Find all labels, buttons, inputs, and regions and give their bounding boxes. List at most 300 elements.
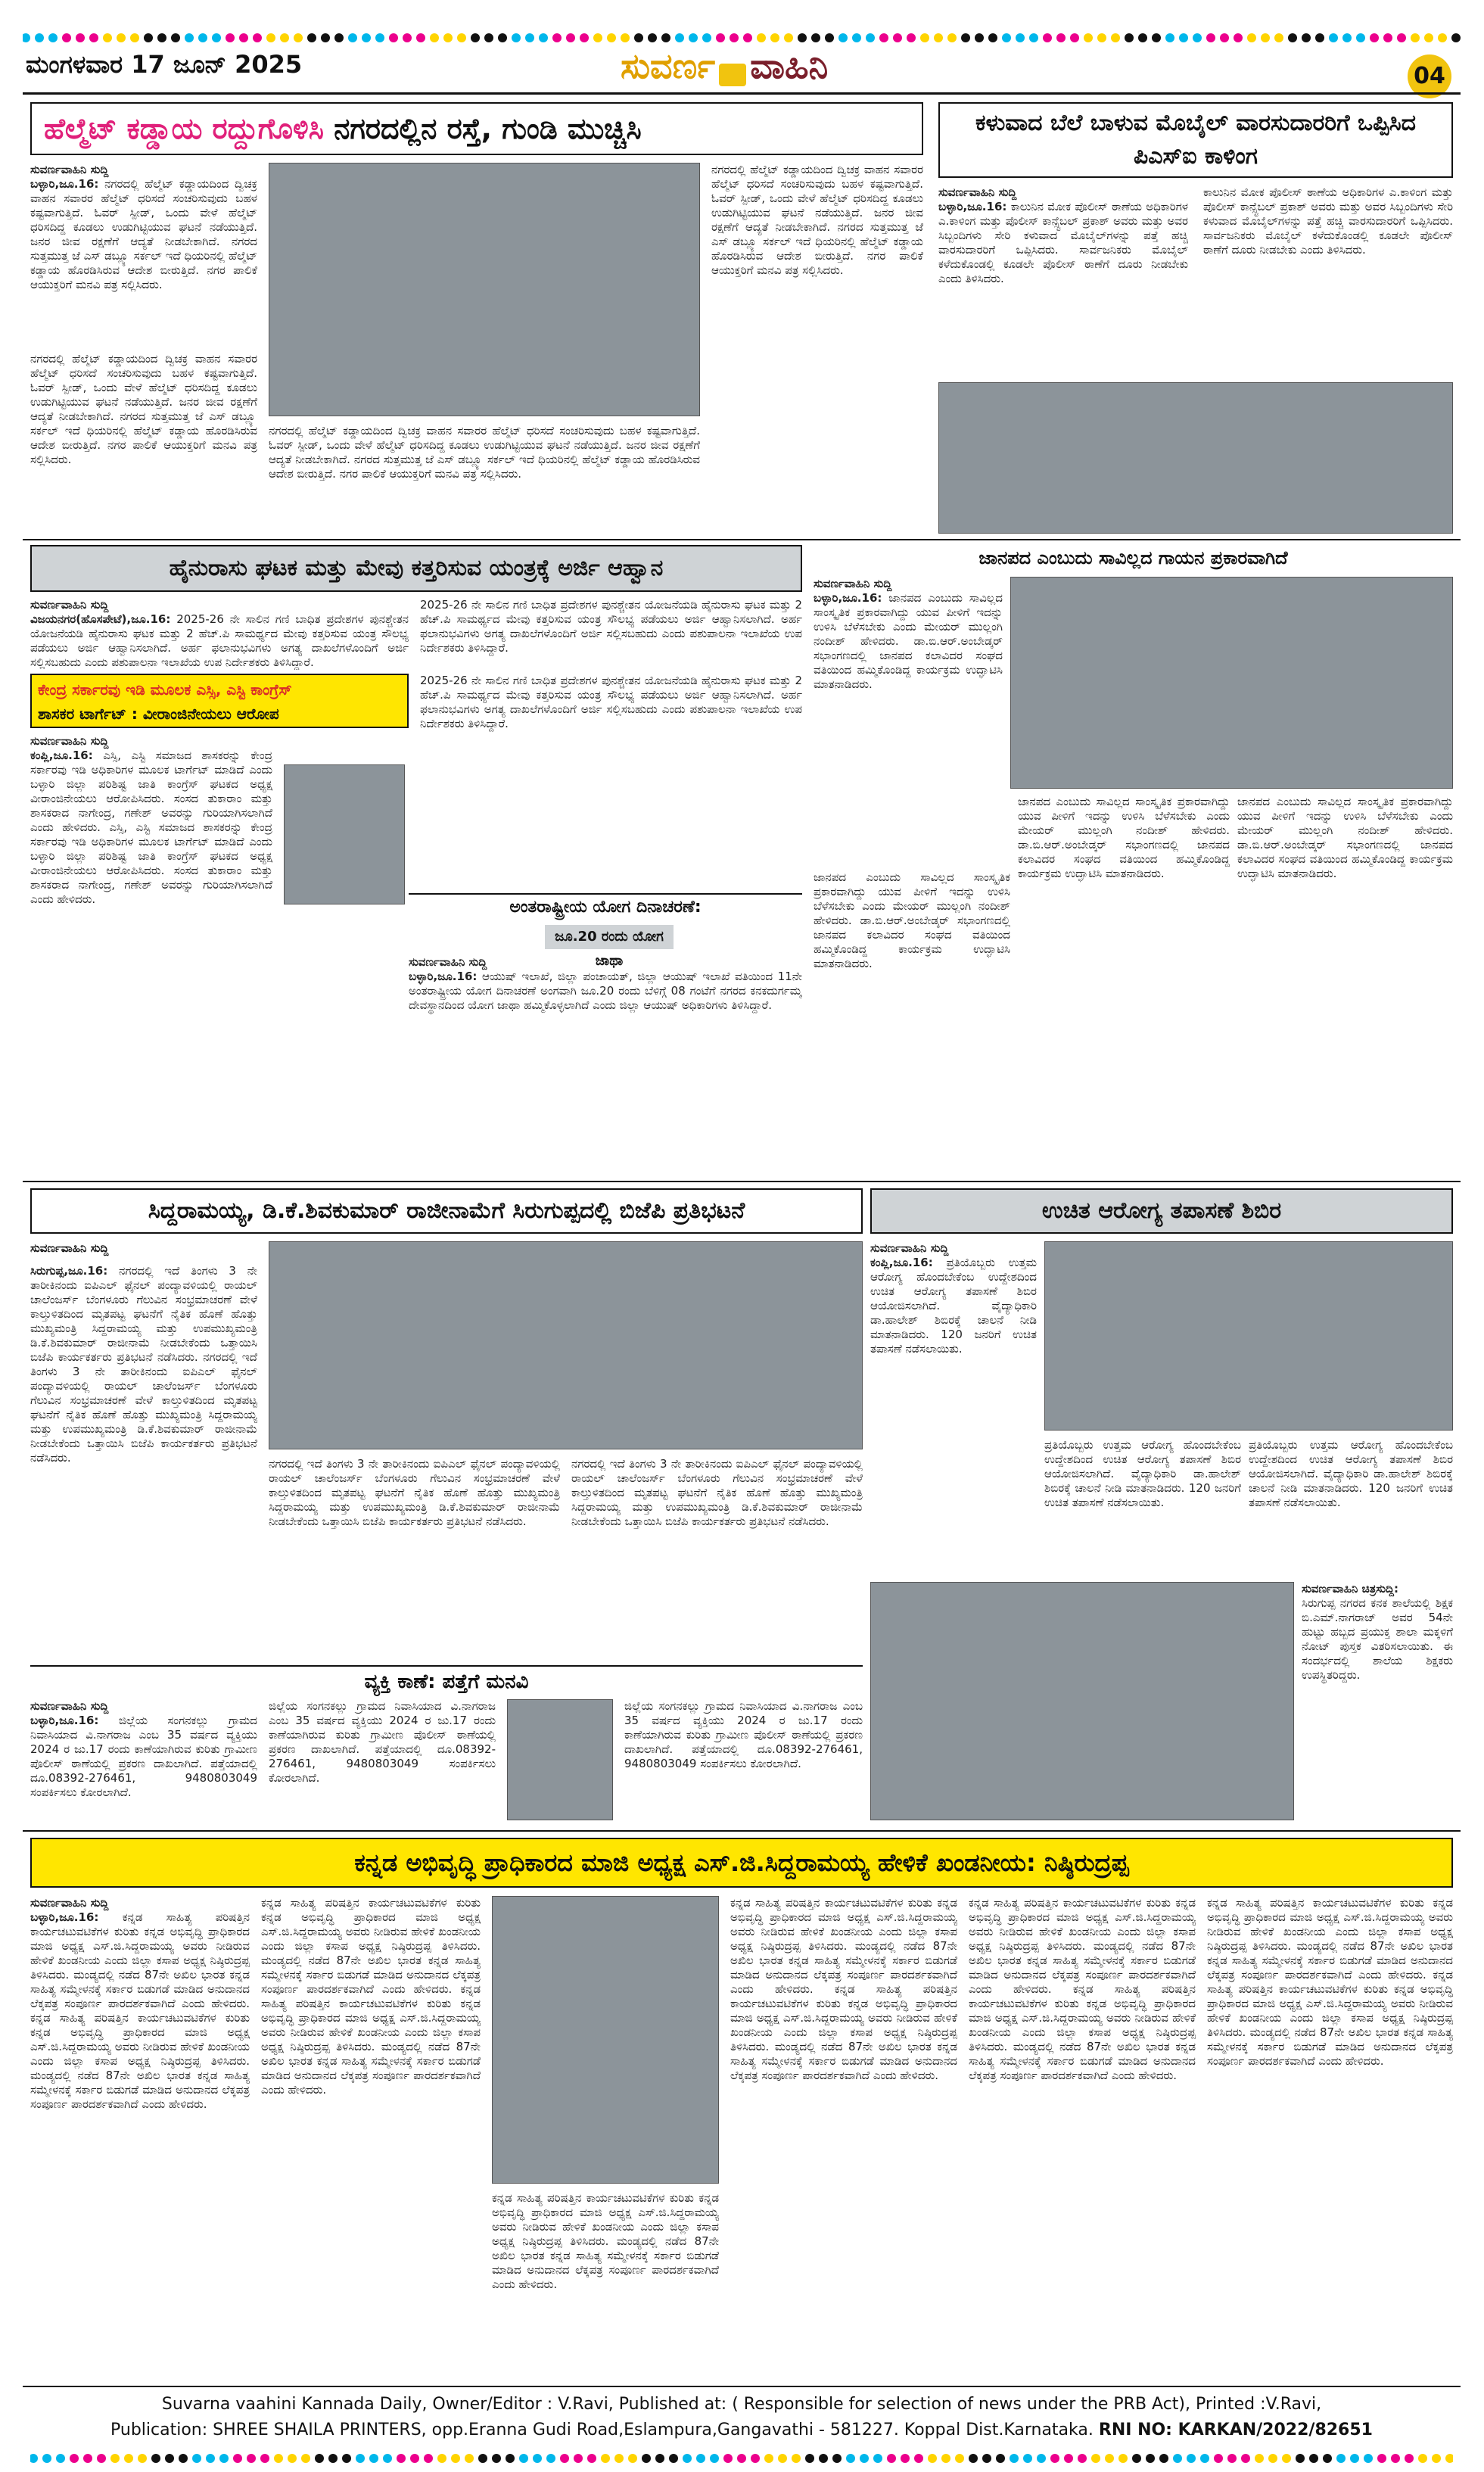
registration-dot <box>1432 2454 1441 2463</box>
registration-dot <box>607 33 616 42</box>
folk-col-4 <box>1237 795 1453 1173</box>
registration-dot <box>1097 33 1106 42</box>
kannada-body-cont-6: ಕನ್ನಡ ಸಾಹಿತ್ಯ ಪರಿಷತ್ತಿನ ಕಾರ್ಯಚಟುವಟಿಕೆಗಳ ಕುರಿತು ಕನ್ನಡ ಅಭಿವೃದ್ಧಿ ಪ್ರಾಧಿಕಾರದ ಮಾಜಿ ಅಧ್ಯಕ್ಷ ಎಸ್.ಜಿ.ಸಿದ್ದರಾಮಯ್ಯ ಅವರು ನೀಡಿರುವ ಹೇಳಿಕೆ ಖಂಡನೀಯ ಎಂದು ಜಿಲ್ಲಾ ಕಸಾಪ ಅಧ್ಯಕ್ಷ ನಿಷ್ಠಿರುದ್ರಪ್ಪ ತಿಳಿಸಿದರು. ಮಂಡ್ಯದಲ್ಲಿ ನಡೆದ 87ನೇ ಅಖಿಲ ಭಾರತ ಕನ್ನಡ ಸಾಹಿತ್ಯ ಸಮ್ಮೇಳನಕ್ಕೆ ಸರ್ಕಾರ ಬಿಡುಗಡೆ ಮಾಡಿದ ಅನುದಾನದ ಲೆಕ್ಕಪತ್ರ ಸಂಪೂರ್ಣ ಪಾರದರ್ಶಕವಾಗಿದೆ ಎಂದು ಹೇಳಿದರು. <box>730 1982 957 2082</box>
registration-dot <box>430 33 439 42</box>
registration-dot <box>294 33 303 42</box>
registration-dot <box>1356 33 1365 42</box>
kannada-headline: ಕನ್ನಡ ಅಭಿವೃದ್ಧಿ ಪ್ರಾಧಿಕಾರದ ಮಾಜಿ ಅಧ್ಯಕ್ಷ ಎಸ್.ಜಿ.ಸಿದ್ದರಾಮಯ್ಯ ಹೇಳಿಕೆ ಖಂಡನೀಯ: ನಿಷ್ಠಿರುದ್ರಪ್ಪ <box>30 1838 1453 1888</box>
missing-col-1 <box>30 1699 257 1820</box>
health-dateline: ಕಂಪ್ಲಿ,ಜೂ.16: <box>870 1256 933 1269</box>
registration-dot <box>1200 2454 1209 2463</box>
registration-dot <box>512 33 521 42</box>
registration-dot <box>996 2454 1005 2463</box>
dairy-dateline: ವಿಜಯನಗರ(ಹೊಸಪೇಟೆ),ಜೂ.16: <box>30 612 171 626</box>
health-col-1 <box>870 1241 1037 1491</box>
registration-dot <box>819 2454 828 2463</box>
registration-dot <box>389 33 398 42</box>
registration-dot <box>62 33 71 42</box>
registration-dot <box>893 33 902 42</box>
congress-headline-1: ಕೇಂದ್ರ ಸರ್ಕಾರವು ಇಡಿ ಮೂಲಕ ಎಸ್ಸಿ, ಎಸ್ಟಿ ಕಾಂಗ್ರೆಸ್ <box>38 680 292 699</box>
health-col-3 <box>1249 1438 1453 1574</box>
bjp-body-cont-3: ನಗರದಲ್ಲಿ ಇದೆ ತಿಂಗಳು 3 ನೇ ತಾರೀಕಿನಂದು ಐಪಿಎಲ್ ಫೈನಲ್ ಪಂದ್ಯಾವಳಿಯಲ್ಲಿ ರಾಯಲ್ ಚಾಲೆಂಜರ್ಸ್ ಬೆಂಗಳೂರು ಗೆಲುವಿನ ಸಂಭ್ರಮಾಚರಣೆ ವೇಳೆ ಕಾಲ್ತುಳಿತದಿಂದ ಮೃತಪಟ್ಟ ಘಟನೆಗೆ ನೈತಿಕ ಹೊಣೆ ಹೊತ್ತು ಮುಖ್ಯಮಂತ್ರಿ ಸಿದ್ದರಾಮಯ್ಯ ಮತ್ತು ಉಪಮುಖ್ಯಮಂತ್ರಿ ಡಿ.ಕೆ.ಶಿವಕುಮಾರ್ ರಾಜೀನಾಮೆ ನೀಡಬೇಕೆಂದು ಒತ್ತಾಯಿಸಿ ಬಿಜೆಪಿ ಕಾರ್ಯಕರ್ತರು ಪ್ರತಿಭಟನೆ ನಡೆಸಿದರು. <box>571 1457 863 1528</box>
congress-headline <box>30 674 409 728</box>
congress-headline-2: ಶಾಸಕರ ಟಾರ್ಗೆಟ್ : ವೀರಾಂಜಿನೇಯಲು ಆರೋಪ <box>38 705 279 723</box>
registration-dot <box>743 33 752 42</box>
registration-dot <box>947 33 957 42</box>
kannada-col-2 <box>261 1896 481 2380</box>
dairy-body-cont: 2025-26 ನೇ ಸಾಲಿನ ಗಣಿ ಬಾಧಿತ ಪ್ರದೇಶಗಳ ಪುನಶ್ಚೇತನ ಯೋಜನೆಯಡಿ ಹೈನುರಾಸು ಘಟಕ ಮತ್ತು 2 ಹೆಚ್.ಪಿ ಸಾಮರ್ಥ್ಯದ ಮೇವು ಕತ್ತರಿಸುವ ಯಂತ್ರ ಸೌಲಭ್ಯ ಪಡೆಯಲು ಅರ್ಜಿ ಆಹ್ವಾನಿಸಲಾಗಿದೆ. ಅರ್ಹ ಫಲಾನುಭವಿಗಳು ಅಗತ್ಯ ದಾಖಲೆಗಳೊಂದಿಗೆ ಅರ್ಜಿ ಸಲ್ಲಿಸಬಹುದು ಎಂದು ಪಶುಪಾಲನಾ ಇಲಾಖೆಯ ಉಪ ನಿರ್ದೇಶಕರು ತಿಳಿಸಿದ್ದಾರೆ. <box>420 598 802 655</box>
registration-dot <box>1056 33 1066 42</box>
registration-dot <box>669 2454 678 2463</box>
registration-dot <box>873 2454 882 2463</box>
kannada-col-1 <box>30 1896 250 2380</box>
registration-dot <box>1070 33 1079 42</box>
helmet-headline-red: ಹೆಲ್ಮೆಟ್ ಕಡ್ಡಾಯ ರದ್ದುಗೊಳಿಸಿ <box>44 112 324 145</box>
missing-body: ಜಿಲ್ಲೆಯ ಸಂಗನಕಲ್ಲು ಗ್ರಾಮದ ನಿವಾಸಿಯಾದ ವಿ.ನಾಗರಾಜ ಎಂಬ 35 ವರ್ಷದ ವ್ಯಕ್ತಿಯು 2024 ರ ಜು.17 ರಂದು ಕಾಣೆಯಾಗಿರುವ ಕುರಿತು ಗ್ರಾಮೀಣ ಪೊಲೀಸ್ ಠಾಣೆಯಲ್ಲಿ ಪ್ರಕರಣ ದಾಖಲಾಗಿದೆ. ಪತ್ತೆಯಾದಲ್ಲಿ ದೂ.08392-276461, 9480803049 ಸಂಪರ್ಕಿಸಲು ಕೋರಲಾಗಿದೆ. <box>30 1714 257 1799</box>
header-rule <box>23 92 1461 95</box>
registration-dot <box>1241 2454 1250 2463</box>
kannada-body-cont-9: ಕನ್ನಡ ಸಾಹಿತ್ಯ ಪರಿಷತ್ತಿನ ಕಾರ್ಯಚಟುವಟಿಕೆಗಳ ಕುರಿತು ಕನ್ನಡ ಅಭಿವೃದ್ಧಿ ಪ್ರಾಧಿಕಾರದ ಮಾಜಿ ಅಧ್ಯಕ್ಷ ಎಸ್.ಜಿ.ಸಿದ್ದರಾಮಯ್ಯ ಅವರು ನೀಡಿರುವ ಹೇಳಿಕೆ ಖಂಡನೀಯ ಎಂದು ಜಿಲ್ಲಾ ಕಸಾಪ ಅಧ್ಯಕ್ಷ ನಿಷ್ಠಿರುದ್ರಪ್ಪ ತಿಳಿಸಿದರು. ಮಂಡ್ಯದಲ್ಲಿ ನಡೆದ 87ನೇ ಅಖಿಲ ಭಾರತ ಕನ್ನಡ ಸಾಹಿತ್ಯ ಸಮ್ಮೇಳನಕ್ಕೆ ಸರ್ಕಾರ ಬಿಡುಗಡೆ ಮಾಡಿದ ಅನುದಾನದ ಲೆಕ್ಕಪತ್ರ ಸಂಪೂರ್ಣ ಪಾರದರ್ಶಕವಾಗಿದೆ ಎಂದು ಹೇಳಿದರು. <box>1207 1896 1453 1982</box>
registration-dot <box>117 33 126 42</box>
health-byline: ಸುವರ್ಣವಾಹಿನಿ ಸುದ್ದಿ <box>870 1241 949 1255</box>
registration-dot <box>655 2454 664 2463</box>
mobile-col-1 <box>938 185 1188 375</box>
registration-dot <box>1043 33 1052 42</box>
footer-rule <box>23 2386 1461 2387</box>
registration-dot <box>1206 33 1215 42</box>
masthead <box>621 45 938 91</box>
registration-dot <box>798 33 807 42</box>
registration-dot <box>198 33 207 42</box>
registration-dot <box>206 2454 215 2463</box>
yoga-body-wrap <box>409 955 802 1175</box>
dairy-col-1 <box>30 598 409 670</box>
registration-dot <box>30 2454 38 2463</box>
missing-person-photo <box>507 1699 613 1820</box>
missing-body-cont: ಜಿಲ್ಲೆಯ ಸಂಗನಕಲ್ಲು ಗ್ರಾಮದ ನಿವಾಸಿಯಾದ ವಿ.ನಾಗರಾಜ ಎಂಬ 35 ವರ್ಷದ ವ್ಯಕ್ತಿಯು 2024 ರ ಜು.17 ರಂದು ಕಾಣೆಯಾಗಿರುವ ಕುರಿತು ಗ್ರಾಮೀಣ ಪೊಲೀಸ್ ಠಾಣೆಯಲ್ಲಿ ಪ್ರಕರಣ ದಾಖಲಾಗಿದೆ. ಪತ್ತೆಯಾದಲ್ಲಿ ದೂ.08392-276461, 9480803049 ಸಂಪರ್ಕಿಸಲು ಕೋರಲಾಗಿದೆ. <box>269 1699 496 1785</box>
congress-body: ಎಸ್ಸಿ, ಎಸ್ಟಿ ಸಮಾಜದ ಶಾಸಕರನ್ನು ಕೇಂದ್ರ ಸರ್ಕಾರವು ಇಡಿ ಅಧಿಕಾರಿಗಳ ಮೂಲಕ ಟಾರ್ಗೆಟ್ ಮಾಡಿದೆ ಎಂದು ಬಳ್ಳಾರಿ ಜಿಲ್ಲಾ ಪರಿಶಿಷ್ಟ ಜಾತಿ ಕಾಂಗ್ರೆಸ್ ಘಟಕದ ಅಧ್ಯಕ್ಷ ವೀರಾಂಜಿನೇಯಲು ಆರೋಪಿಸಿದರು. ಸಂಸದ ತುಕಾರಾಂ ಮತ್ತು ಶಾಸಕರಾದ ನಾಗೇಂದ್ರ, ಗಣೇಶ್ ಅವರನ್ನು ಗುರಿಯಾಗಿಸಲಾಗಿದೆ ಎಂದು ಹೇಳಿದರು. <box>30 749 272 834</box>
registration-dot <box>1309 2454 1318 2463</box>
registration-dot <box>982 2454 991 2463</box>
registration-dot <box>424 2454 433 2463</box>
kannada-col-3 <box>492 2191 719 2380</box>
registration-dot <box>239 33 248 42</box>
registration-dot <box>1023 2454 1032 2463</box>
registration-dot <box>533 2454 542 2463</box>
registration-dot <box>546 2454 555 2463</box>
registration-dot <box>144 33 153 42</box>
registration-dot <box>1336 2454 1346 2463</box>
registration-dot <box>1451 33 1461 42</box>
registration-dot <box>179 2454 188 2463</box>
registration-dots <box>23 32 1461 47</box>
registration-dot <box>506 2454 515 2463</box>
registration-dot <box>321 33 330 42</box>
kannada-col-5 <box>969 1896 1196 2380</box>
dairy-headline: ಹೈನುರಾಸು ಘಟಕ ಮತ್ತು ಮೇವು ಕತ್ತರಿಸುವ ಯಂತ್ರಕ್ಕೆ ಅರ್ಜಿ ಆಹ್ವಾನ <box>30 545 802 592</box>
folk-body-cont: ಜಾನಪದ ಎಂಬುದು ಸಾವಿಲ್ಲದ ಸಾಂಸ್ಕೃತಿಕ ಪ್ರಕಾರವಾಗಿದ್ದು ಯುವ ಪೀಳಿಗೆ ಇದನ್ನು ಉಳಿಸಿ ಬೆಳೆಸಬೇಕು ಎಂದು ಮೇಯರ್ ಮುಲ್ಲಂಗಿ ನಂದೀಶ್ ಹೇಳಿದರು. ಡಾ.ಬಿ.ಆರ್.ಅಂಬೇಡ್ಕರ್ ಸಭಾಂಗಣದಲ್ಲಿ ಜಾನಪದ ಕಲಾವಿದರ ಸಂಘದ ವತಿಯಿಂದ ಹಮ್ಮಿಕೊಂಡಿದ್ದ ಕಾರ್ಯಕ್ರಮ ಉದ್ಘಾಟಿಸಿ ಮಾತನಾಡಿದರು. <box>814 870 1010 970</box>
folk-headline: ಜಾನಪದ ಎಂಬುದು ಸಾವಿಲ್ಲದ ಗಾಯನ ಪ್ರಕಾರವಾಗಿದೆ <box>978 547 1288 568</box>
registration-dot <box>110 2454 120 2463</box>
registration-dot <box>696 2454 705 2463</box>
registration-dot <box>1302 33 1311 42</box>
registration-dot <box>1397 33 1406 42</box>
registration-dot <box>730 33 739 42</box>
mobile-body-cont: ಕಾಲುನಿನ ಮೋಕ ಪೊಲೀಸ್ ಠಾಣೆಯ ಅಧಿಕಾರಿಗಳ ಎ.ಕಾಳಿಂಗ ಮತ್ತು ಪೊಲೀಸ್ ಕಾನ್ಸ್ಟೆಬಲ್ ಪ್ರಕಾಶ್ ಅವರು ಮತ್ತು ಅವರ ಸಿಬ್ಬಂದಿಗಳು ಸೇರಿ ಕಳುವಾದ ಮೊಬೈಲ್‌ಗಳನ್ನು ಪತ್ತೆ ಹಚ್ಚಿ ವಾರಸುದಾರರಿಗೆ ಒಪ್ಪಿಸಿದರು. ಸಾರ್ವಜನಿಕರು ಮೊಬೈಲ್ ಕಳೆದುಕೊಂಡಲ್ಲಿ ಕೂಡಲೇ ಪೊಲೀಸ್ ಠಾಣೆಗೆ ದೂರು ನೀಡಬೇಕು ಎಂದು ತಿಳಿಸಿದರು. <box>1203 185 1453 257</box>
registration-dot <box>1002 33 1011 42</box>
kannada-body: ಕನ್ನಡ ಸಾಹಿತ್ಯ ಪರಿಷತ್ತಿನ ಕಾರ್ಯಚಟುವಟಿಕೆಗಳ ಕುರಿತು ಕನ್ನಡ ಅಭಿವೃದ್ಧಿ ಪ್ರಾಧಿಕಾರದ ಮಾಜಿ ಅಧ್ಯಕ್ಷ ಎಸ್.ಜಿ.ಸಿದ್ದರಾಮಯ್ಯ ಅವರು ನೀಡಿರುವ ಹೇಳಿಕೆ ಖಂಡನೀಯ ಎಂದು ಜಿಲ್ಲಾ ಕಸಾಪ ಅಧ್ಯಕ್ಷ ನಿಷ್ಠಿರುದ್ರಪ್ಪ ತಿಳಿಸಿದರು. ಮಂಡ್ಯದಲ್ಲಿ ನಡೆದ 87ನೇ ಅಖಿಲ ಭಾರತ ಕನ್ನಡ ಸಾಹಿತ್ಯ ಸಮ್ಮೇಳನಕ್ಕೆ ಸರ್ಕಾರ ಬಿಡುಗಡೆ ಮಾಡಿದ ಅನುದಾನದ ಲೆಕ್ಕಪತ್ರ ಸಂಪೂರ್ಣ ಪಾರದರ್ಶಕವಾಗಿದೆ ಎಂದು ಹೇಳಿದರು. <box>30 1910 250 2010</box>
registration-dot <box>614 2454 624 2463</box>
kannada-portrait <box>492 1896 719 2184</box>
photo-news-body: ಸಿರುಗುಪ್ಪ ನಗರದ ಕನಕ ಶಾಲೆಯಲ್ಲಿ ಶಿಕ್ಷಕ ಬಿ.ಎಮ್.ನಾಗರಾಜ್ ಅವರ 54ನೇ ಹುಟ್ಟು ಹಬ್ಬದ ಪ್ರಯುಕ್ತ ಶಾಲಾ ಮಕ್ಕಳಿಗೆ ನೋಟ್ ಪುಸ್ತಕ ವಿತರಿಸಲಾಯಿತು. ಈ ಸಂದರ್ಭದಲ್ಲಿ ಶಾಲೆಯ ಶಿಕ್ಷಕರು ಉಪಸ್ಥಿತರಿದ್ದರು. <box>1302 1596 1453 1682</box>
registration-dot <box>165 2454 174 2463</box>
registration-dot <box>832 2454 842 2463</box>
missing-body-cont-2: ಜಿಲ್ಲೆಯ ಸಂಗನಕಲ್ಲು ಗ್ರಾಮದ ನಿವಾಸಿಯಾದ ವಿ.ನಾಗರಾಜ ಎಂಬ 35 ವರ್ಷದ ವ್ಯಕ್ತಿಯು 2024 ರ ಜು.17 ರಂದು ಕಾಣೆಯಾಗಿರುವ ಕುರಿತು ಗ್ರಾಮೀಣ ಪೊಲೀಸ್ ಠಾಣೆಯಲ್ಲಿ ಪ್ರಕರಣ ದಾಖಲಾಗಿದೆ. ಪತ್ತೆಯಾದಲ್ಲಿ ದೂ.08392-276461, 9480803049 ಸಂಪರ್ಕಿಸಲು ಕೋರಲಾಗಿದೆ. <box>624 1699 863 1770</box>
registration-dot <box>805 2454 814 2463</box>
kannada-byline: ಸುವರ್ಣವಾಹಿನಿ ಸುದ್ದಿ <box>30 1896 109 1910</box>
mobile-col-2 <box>1203 185 1453 375</box>
registration-dot <box>130 33 139 42</box>
kannada-dateline: ಬಳ್ಳಾರಿ,ಜೂ.16: <box>30 1910 99 1924</box>
helmet-col-2 <box>269 424 700 534</box>
registration-dot <box>492 2454 501 2463</box>
registration-dot <box>1418 2454 1427 2463</box>
registration-dot <box>1424 33 1433 42</box>
registration-dot <box>525 33 534 42</box>
registration-dot <box>1247 33 1256 42</box>
registration-dot <box>301 2454 310 2463</box>
registration-dot <box>288 2454 297 2463</box>
print-color-bar <box>23 32 1461 47</box>
registration-dot <box>307 33 316 42</box>
registration-dot <box>375 33 384 42</box>
registration-dot <box>1383 33 1392 42</box>
yoga-headline: ಅಂತರಾಷ್ಟ್ರೀಯ ಯೋಗ ದಿನಾಚರಣೆ: <box>409 893 802 920</box>
registration-dot <box>634 33 643 42</box>
registration-dot <box>941 2454 950 2463</box>
registration-dot <box>437 2454 446 2463</box>
registration-dot <box>70 2454 79 2463</box>
registration-dot <box>1405 2454 1414 2463</box>
registration-dot <box>969 2454 978 2463</box>
registration-dot <box>226 33 235 42</box>
bjp-body: ನಗರದಲ್ಲಿ ಇದೆ ತಿಂಗಳು 3 ನೇ ತಾರೀಕಿನಂದು ಐಪಿಎಲ್ ಫೈನಲ್ ಪಂದ್ಯಾವಳಿಯಲ್ಲಿ ರಾಯಲ್ ಚಾಲೆಂಜರ್ಸ್ ಬೆಂಗಳೂರು ಗೆಲುವಿನ ಸಂಭ್ರಮಾಚರಣೆ ವೇಳೆ ಕಾಲ್ತುಳಿತದಿಂದ ಮೃತಪಟ್ಟ ಘಟನೆಗೆ ನೈತಿಕ ಹೊಣೆ ಹೊತ್ತು ಮುಖ್ಯಮಂತ್ರಿ ಸಿದ್ದರಾಮಯ್ಯ ಮತ್ತು ಉಪಮುಖ್ಯಮಂತ್ರಿ ಡಿ.ಕೆ.ಶಿವಕುಮಾರ್ ರಾಜೀನಾಮೆ ನೀಡಬೇಕೆಂದು ಒತ್ತಾಯಿಸಿ ಬಿಜೆಪಿ ಕಾರ್ಯಕರ್ತರು ಪ್ರತಿಭಟನೆ ನಡೆಸಿದರು. <box>30 1264 257 1364</box>
folk-col-3 <box>1018 795 1230 1173</box>
registration-dots-bottom <box>30 2452 1453 2464</box>
registration-dot <box>689 33 698 42</box>
congress-portrait <box>284 764 405 904</box>
registration-dot <box>792 2454 801 2463</box>
registration-dot <box>593 33 602 42</box>
registration-dot <box>879 33 888 42</box>
registration-dot <box>560 2454 569 2463</box>
kannada-body-cont: ಕನ್ನಡ ಸಾಹಿತ್ಯ ಪರಿಷತ್ತಿನ ಕಾರ್ಯಚಟುವಟಿಕೆಗಳ ಕುರಿತು ಕನ್ನಡ ಅಭಿವೃದ್ಧಿ ಪ್ರಾಧಿಕಾರದ ಮಾಜಿ ಅಧ್ಯಕ್ಷ ಎಸ್.ಜಿ.ಸಿದ್ದರಾಮಯ್ಯ ಅವರು ನೀಡಿರುವ ಹೇಳಿಕೆ ಖಂಡನೀಯ ಎಂದು ಜಿಲ್ಲಾ ಕಸಾಪ ಅಧ್ಯಕ್ಷ ನಿಷ್ಠಿರುದ್ರಪ್ಪ ತಿಳಿಸಿದರು. ಮಂಡ್ಯದಲ್ಲಿ ನಡೆದ 87ನೇ ಅಖಿಲ ಭಾರತ ಕನ್ನಡ ಸಾಹಿತ್ಯ ಸಮ್ಮೇಳನಕ್ಕೆ ಸರ್ಕಾರ ಬಿಡುಗಡೆ ಮಾಡಿದ ಅನುದಾನದ ಲೆಕ್ಕಪತ್ರ ಸಂಪೂರ್ಣ ಪಾರದರ್ಶಕವಾಗಿದೆ ಎಂದು ಹೇಳಿದರು. <box>30 2011 250 2111</box>
registration-dot <box>920 33 929 42</box>
helmet-protest-photo <box>269 163 700 416</box>
helmet-headline-black: ನಗರದಲ್ಲಿನ ರಸ್ತೆ, ಗುಂಡಿ ಮುಚ್ಚಿಸಿ <box>334 112 642 145</box>
registration-dot <box>770 33 779 42</box>
masthead-logo-icon <box>719 64 746 86</box>
registration-dot <box>838 33 848 42</box>
imprint-footer <box>30 2392 1453 2443</box>
health-body: ಪ್ರತಿಯೊಬ್ಬರು ಉತ್ತಮ ಆರೋಗ್ಯ ಹೊಂದಬೇಕೆಂಬ ಉದ್ದೇಶದಿಂದ ಉಚಿತ ಆರೋಗ್ಯ ತಪಾಸಣೆ ಶಿಬಿರ ಆಯೋಜಿಸಲಾಗಿದೆ. ವೈದ್ಯಾಧಿಕಾರಿ ಡಾ.ಹಾಲೇಶ್ ಶಿಬಿರಕ್ಕೆ ಚಾಲನೆ ನೀಡಿ ಮಾತನಾಡಿದರು. 120 ಜನರಿಗೆ ಉಚಿತ ತಪಾಸಣೆ ನಡೆಸಲಾಯಿತು. <box>870 1256 1037 1356</box>
missing-headline: ವ್ಯಕ್ತಿ ಕಾಣೆ: ಪತ್ತೆಗೆ ಮನವಿ <box>30 1665 863 1695</box>
registration-dot <box>1016 33 1025 42</box>
helmet-headline <box>30 102 923 155</box>
bjp-protest-photo <box>269 1241 863 1449</box>
registration-dot <box>914 2454 923 2463</box>
registration-dot <box>934 33 943 42</box>
registration-dot <box>1364 2454 1373 2463</box>
registration-dot <box>342 2454 351 2463</box>
bjp-col-1 <box>30 1264 257 1658</box>
registration-dot <box>1342 33 1352 42</box>
registration-dot <box>1064 2454 1073 2463</box>
registration-dot <box>35 33 44 42</box>
registration-dot <box>334 33 344 42</box>
folk-body-cont-2: ಜಾನಪದ ಎಂಬುದು ಸಾವಿಲ್ಲದ ಸಾಂಸ್ಕೃತಿಕ ಪ್ರಕಾರವಾಗಿದ್ದು ಯುವ ಪೀಳಿಗೆ ಇದನ್ನು ಉಳಿಸಿ ಬೆಳೆಸಬೇಕು ಎಂದು ಮೇಯರ್ ಮುಲ್ಲಂಗಿ ನಂದೀಶ್ ಹೇಳಿದರು. ಡಾ.ಬಿ.ಆರ್.ಅಂಬೇಡ್ಕರ್ ಸಭಾಂಗಣದಲ್ಲಿ ಜಾನಪದ ಕಲಾವಿದರ ಸಂಘದ ವತಿಯಿಂದ ಹಮ್ಮಿಕೊಂಡಿದ್ದ ಕಾರ್ಯಕ್ರಮ ಉದ್ಘಾಟಿಸಿ ಮಾತನಾಡಿದರು. <box>1018 795 1230 880</box>
mobile-byline: ಸುವರ್ಣವಾಹಿನಿ ಸುದ್ದಿ <box>938 185 1017 199</box>
registration-dot <box>648 33 657 42</box>
health-body-cont: ಪ್ರತಿಯೊಬ್ಬರು ಉತ್ತಮ ಆರೋಗ್ಯ ಹೊಂದಬೇಕೆಂಬ ಉದ್ದೇಶದಿಂದ ಉಚಿತ ಆರೋಗ್ಯ ತಪಾಸಣೆ ಶಿಬಿರ ಆಯೋಜಿಸಲಾಗಿದೆ. ವೈದ್ಯಾಧಿಕಾರಿ ಡಾ.ಹಾಲೇಶ್ ಶಿಬಿರಕ್ಕೆ ಚಾಲನೆ ನೀಡಿ ಮಾತನಾಡಿದರು. 120 ಜನರಿಗೆ ಉಚಿತ ತಪಾಸಣೆ ನಡೆಸಲಾಯಿತು. <box>1044 1438 1241 1509</box>
registration-dot <box>1138 33 1147 42</box>
registration-dot <box>519 2454 528 2463</box>
registration-dot <box>76 33 85 42</box>
registration-dot <box>1173 2454 1182 2463</box>
missing-byline: ಸುವರ್ಣವಾಹಿನಿ ಸುದ್ದಿ <box>30 1699 109 1713</box>
registration-dot <box>443 33 453 42</box>
registration-dot <box>1125 33 1134 42</box>
registration-dot <box>1411 33 1420 42</box>
registration-dot <box>1111 33 1120 42</box>
registration-dot <box>171 33 180 42</box>
registration-dot <box>1391 2454 1400 2463</box>
registration-dot <box>233 2454 242 2463</box>
registration-dot <box>451 2454 460 2463</box>
registration-dot <box>1214 2454 1223 2463</box>
registration-dot <box>580 33 589 42</box>
photo-news-byline: ಸುವರ್ಣವಾಹಿನಿ ಚಿತ್ರಸುದ್ದಿ: <box>1302 1582 1399 1596</box>
registration-dot <box>1274 33 1283 42</box>
registration-dot <box>825 33 834 42</box>
row-rule-2 <box>23 1181 1461 1182</box>
registration-dot <box>751 2454 760 2463</box>
registration-dot <box>1132 2454 1141 2463</box>
registration-dot <box>621 33 630 42</box>
helmet-col-1b <box>30 352 257 534</box>
bjp-byline: ಸುವರ್ಣವಾಹಿನಿ ಸುದ್ದಿ <box>30 1241 109 1255</box>
kannada-col-6 <box>1207 1896 1453 2380</box>
registration-dot <box>478 2454 487 2463</box>
registration-dot <box>955 2454 964 2463</box>
registration-dot <box>675 33 684 42</box>
registration-dot <box>1037 2454 1046 2463</box>
registration-dot <box>975 33 984 42</box>
registration-dot <box>1227 2454 1237 2463</box>
registration-dot <box>764 2454 773 2463</box>
kannada-body-cont-4: ಕನ್ನಡ ಸಾಹಿತ್ಯ ಪರಿಷತ್ತಿನ ಕಾರ್ಯಚಟುವಟಿಕೆಗಳ ಕುರಿತು ಕನ್ನಡ ಅಭಿವೃದ್ಧಿ ಪ್ರಾಧಿಕಾರದ ಮಾಜಿ ಅಧ್ಯಕ್ಷ ಎಸ್.ಜಿ.ಸಿದ್ದರಾಮಯ್ಯ ಅವರು ನೀಡಿರುವ ಹೇಳಿಕೆ ಖಂಡನೀಯ ಎಂದು ಜಿಲ್ಲಾ ಕಸಾಪ ಅಧ್ಯಕ್ಷ ನಿಷ್ಠಿರುದ್ರಪ್ಪ ತಿಳಿಸಿದರು. ಮಂಡ್ಯದಲ್ಲಿ ನಡೆದ 87ನೇ ಅಖಿಲ ಭಾರತ ಕನ್ನಡ ಸಾಹಿತ್ಯ ಸಮ್ಮೇಳನಕ್ಕೆ ಸರ್ಕಾರ ಬಿಡುಗಡೆ ಮಾಡಿದ ಅನುದಾನದ ಲೆಕ್ಕಪತ್ರ ಸಂಪೂರ್ಣ ಪಾರದರ್ಶಕವಾಗಿದೆ ಎಂದು ಹೇಳಿದರು. <box>492 2191 719 2291</box>
registration-dot <box>48 33 58 42</box>
registration-dot <box>1146 2454 1155 2463</box>
registration-dot <box>266 33 275 42</box>
registration-dot <box>852 33 861 42</box>
folk-dateline: ಬಳ್ಳಾರಿ,ಜೂ.16: <box>814 591 882 605</box>
registration-dot <box>1268 2454 1277 2463</box>
registration-dot <box>383 2454 392 2463</box>
row-rule-3 <box>23 1830 1461 1832</box>
registration-dot <box>1323 2454 1332 2463</box>
registration-dot <box>1159 2454 1168 2463</box>
masthead-right: ವಾಹಿನಿ <box>750 45 829 86</box>
registration-dot <box>1152 33 1161 42</box>
registration-dot <box>860 2454 869 2463</box>
registration-dot <box>539 33 548 42</box>
registration-dot <box>683 2454 692 2463</box>
registration-dot <box>471 33 480 42</box>
registration-dot <box>601 2454 610 2463</box>
registration-dot <box>928 2454 937 2463</box>
kannada-body-cont-10: ಕನ್ನಡ ಸಾಹಿತ್ಯ ಪರಿಷತ್ತಿನ ಕಾರ್ಯಚಟುವಟಿಕೆಗಳ ಕುರಿತು ಕನ್ನಡ ಅಭಿವೃದ್ಧಿ ಪ್ರಾಧಿಕಾರದ ಮಾಜಿ ಅಧ್ಯಕ್ಷ ಎಸ್.ಜಿ.ಸಿದ್ದರಾಮಯ್ಯ ಅವರು ನೀಡಿರುವ ಹೇಳಿಕೆ ಖಂಡನೀಯ ಎಂದು ಜಿಲ್ಲಾ ಕಸಾಪ ಅಧ್ಯಕ್ಷ ನಿಷ್ಠಿರುದ್ರಪ್ಪ ತಿಳಿಸಿದರು. ಮಂಡ್ಯದಲ್ಲಿ ನಡೆದ 87ನೇ ಅಖಿಲ ಭಾರತ ಕನ್ನಡ ಸಾಹಿತ್ಯ ಸಮ್ಮೇಳನಕ್ಕೆ ಸರ್ಕಾರ ಬಿಡುಗಡೆ ಮಾಡಿದ ಅನುದಾನದ ಲೆಕ್ಕಪತ್ರ ಸಂಪೂರ್ಣ ಪಾರದರ್ಶಕವಾಗಿದೆ ಎಂದು ಹೇಳಿದರು. <box>1207 1968 1453 2068</box>
registration-dot <box>1288 33 1297 42</box>
folk-body-cont-3: ಜಾನಪದ ಎಂಬುದು ಸಾವಿಲ್ಲದ ಸಾಂಸ್ಕೃತಿಕ ಪ್ರಕಾರವಾಗಿದ್ದು ಯುವ ಪೀಳಿಗೆ ಇದನ್ನು ಉಳಿಸಿ ಬೆಳೆಸಬೇಕು ಎಂದು ಮೇಯರ್ ಮುಲ್ಲಂಗಿ ನಂದೀಶ್ ಹೇಳಿದರು. ಡಾ.ಬಿ.ಆರ್.ಅಂಬೇಡ್ಕರ್ ಸಭಾಂಗಣದಲ್ಲಿ ಜಾನಪದ ಕಲಾವಿದರ ಸಂಘದ ವತಿಯಿಂದ ಹಮ್ಮಿಕೊಂಡಿದ್ದ ಕಾರ್ಯಕ್ರಮ ಉದ್ಘಾಟಿಸಿ ಮಾತನಾಡಿದರು. <box>1237 795 1453 880</box>
registration-dot <box>778 2454 787 2463</box>
registration-dot <box>362 33 371 42</box>
registration-dot <box>410 2454 419 2463</box>
folk-col-1 <box>814 577 1003 864</box>
registration-dot <box>628 2454 637 2463</box>
folk-body: ಜಾನಪದ ಎಂಬುದು ಸಾವಿಲ್ಲದ ಸಾಂಸ್ಕೃತಿಕ ಪ್ರಕಾರವಾಗಿದ್ದು ಯುವ ಪೀಳಿಗೆ ಇದನ್ನು ಉಳಿಸಿ ಬೆಳೆಸಬೇಕು ಎಂದು ಮೇಯರ್ ಮುಲ್ಲಂಗಿ ನಂದೀಶ್ ಹೇಳಿದರು. ಡಾ.ಬಿ.ಆರ್.ಅಂಬೇಡ್ಕರ್ ಸಭಾಂಗಣದಲ್ಲಿ ಜಾನಪದ ಕಲಾವಿದರ ಸಂಘದ ವತಿಯಿಂದ ಹಮ್ಮಿಕೊಂಡಿದ್ದ ಕಾರ್ಯಕ್ರಮ ಉದ್ಘಾಟಿಸಿ ಮಾತನಾಡಿದರು. <box>814 591 1003 691</box>
registration-dot <box>97 2454 106 2463</box>
kannada-body-cont-8: ಕನ್ನಡ ಸಾಹಿತ್ಯ ಪರಿಷತ್ತಿನ ಕಾರ್ಯಚಟುವಟಿಕೆಗಳ ಕುರಿತು ಕನ್ನಡ ಅಭಿವೃದ್ಧಿ ಪ್ರಾಧಿಕಾರದ ಮಾಜಿ ಅಧ್ಯಕ್ಷ ಎಸ್.ಜಿ.ಸಿದ್ದರಾಮಯ್ಯ ಅವರು ನೀಡಿರುವ ಹೇಳಿಕೆ ಖಂಡನೀಯ ಎಂದು ಜಿಲ್ಲಾ ಕಸಾಪ ಅಧ್ಯಕ್ಷ ನಿಷ್ಠಿರುದ್ರಪ್ಪ ತಿಳಿಸಿದರು. ಮಂಡ್ಯದಲ್ಲಿ ನಡೆದ 87ನೇ ಅಖಿಲ ಭಾರತ ಕನ್ನಡ ಸಾಹಿತ್ಯ ಸಮ್ಮೇಳನಕ್ಕೆ ಸರ್ಕಾರ ಬಿಡುಗಡೆ ಮಾಡಿದ ಅನುದಾನದ ಲೆಕ್ಕಪತ್ರ ಸಂಪೂರ್ಣ ಪಾರದರ್ಶಕವಾಗಿದೆ ಎಂದು ಹೇಳಿದರು. <box>969 1982 1196 2082</box>
registration-dot <box>1118 2454 1128 2463</box>
registration-dot <box>1255 2454 1264 2463</box>
imprint-line-1: Suvarna vaahini Kannada Daily, Owner/Editor : V.Ravi, Published at: ( Responsible for selection of news under the PRB Act), Printed :V.Ravi, <box>161 2395 1322 2414</box>
registration-dot <box>661 33 670 42</box>
registration-dot <box>1234 33 1243 42</box>
dairy-body: 2025-26 ನೇ ಸಾಲಿನ ಗಣಿ ಬಾಧಿತ ಪ್ರದೇಶಗಳ ಪುನಶ್ಚೇತನ ಯೋಜನೆಯಡಿ ಹೈನುರಾಸು ಘಟಕ ಮತ್ತು 2 ಹೆಚ್.ಪಿ ಸಾಮರ್ಥ್ಯದ ಮೇವು ಕತ್ತರಿಸುವ ಯಂತ್ರ ಸೌಲಭ್ಯ ಪಡೆಯಲು ಅರ್ಜಿ ಆಹ್ವಾನಿಸಲಾಗಿದೆ. ಅರ್ಹ ಫಲಾನುಭವಿಗಳು ಅಗತ್ಯ ದಾಖಲೆಗಳೊಂದಿಗೆ ಅರ್ಜಿ ಸಲ್ಲಿಸಬಹುದು ಎಂದು ಪಶುಪಾಲನಾ ಇಲಾಖೆಯ ಉಪ ನಿರ್ದೇಶಕರು ತಿಳಿಸಿದ್ದಾರೆ. <box>30 612 409 669</box>
helmet-body-cont: ನಗರದಲ್ಲಿ ಹೆಲ್ಮೆಟ್ ಕಡ್ಡಾಯದಿಂದ ದ್ವಿಚಕ್ರ ವಾಹನ ಸವಾರರ ಹೆಲ್ಮೆಟ್ ಧರಿಸದೆ ಸಂಚರಿಸುವುದು ಬಹಳ ಕಷ್ಟವಾಗುತ್ತಿದೆ. ಓವರ್ ಸ್ಪೀಡ್, ಒಂದು ವೇಳೆ ಹೆಲ್ಮೆಟ್ ಧರಿಸದಿದ್ದ ಕೂಡಲು ಉಡುಗಿಟ್ಟಿಯುವ ಘಟನೆ ನಡೆಯುತ್ತಿದೆ. ಜನರ ಜೀವ ರಕ್ಷಣೆಗೆ ಆದ್ಯತೆ ನೀಡಬೇಕಾಗಿದೆ. ನಗರದ ಸುತ್ತಮುತ್ತ ಜೆ ಎಸ್ ಡಬ್ಲ್ಯೂ ಸರ್ಕಲ್ ಇದೆ ಧಿಯರಿನಲ್ಲಿ ಹೆಲ್ಮೆಟ್ ಕಡ್ಡಾಯ ಹೊರಡಿಸಿರುವ ಆದೇಶ ಬೀರುತ್ತಿದೆ. ನಗರ ಪಾಲಿಕೆ ಆಯುಕ್ತರಿಗೆ ಮನವಿ ಪತ್ರ ಸಲ್ಲಿಸಿದರು. <box>711 163 923 277</box>
registration-dot <box>961 33 970 42</box>
photo-news-caption <box>1302 1582 1453 1820</box>
helmet-body-cont-3: ನಗರದಲ್ಲಿ ಹೆಲ್ಮೆಟ್ ಕಡ್ಡಾಯದಿಂದ ದ್ವಿಚಕ್ರ ವಾಹನ ಸವಾರರ ಹೆಲ್ಮೆಟ್ ಧರಿಸದೆ ಸಂಚರಿಸುವುದು ಬಹಳ ಕಷ್ಟವಾಗುತ್ತಿದೆ. ಓವರ್ ಸ್ಪೀಡ್, ಒಂದು ವೇಳೆ ಹೆಲ್ಮೆಟ್ ಧರಿಸದಿದ್ದ ಕೂಡಲು ಉಡುಗಿಟ್ಟಿಯುವ ಘಟನೆ ನಡೆಯುತ್ತಿದೆ. ಜನರ ಜೀವ ರಕ್ಷಣೆಗೆ ಆದ್ಯತೆ ನೀಡಬೇಕಾಗಿದೆ. ನಗರದ ಸುತ್ತಮುತ್ತ ಜೆ ಎಸ್ ಡಬ್ಲ್ಯೂ ಸರ್ಕಲ್ ಇದೆ ಧಿಯರಿನಲ್ಲಿ ಹೆಲ್ಮೆಟ್ ಕಡ್ಡಾಯ ಹೊರಡಿಸಿರುವ ಆದೇಶ ಬೀರುತ್ತಿದೆ. ನಗರ ಪಾಲಿಕೆ ಆಯುಕ್ತರಿಗೆ ಮನವಿ ಪತ್ರ ಸಲ್ಲಿಸಿದರು. <box>269 424 700 481</box>
registration-dot <box>1193 33 1202 42</box>
registration-dot <box>356 2454 365 2463</box>
registration-dot <box>716 33 725 42</box>
bjp-body-cont-2: ನಗರದಲ್ಲಿ ಇದೆ ತಿಂಗಳು 3 ನೇ ತಾರೀಕಿನಂದು ಐಪಿಎಲ್ ಫೈನಲ್ ಪಂದ್ಯಾವಳಿಯಲ್ಲಿ ರಾಯಲ್ ಚಾಲೆಂಜರ್ಸ್ ಬೆಂಗಳೂರು ಗೆಲುವಿನ ಸಂಭ್ರಮಾಚರಣೆ ವೇಳೆ ಕಾಲ್ತುಳಿತದಿಂದ ಮೃತಪಟ್ಟ ಘಟನೆಗೆ ನೈತಿಕ ಹೊಣೆ ಹೊತ್ತು ಮುಖ್ಯಮಂತ್ರಿ ಸಿದ್ದರಾಮಯ್ಯ ಮತ್ತು ಉಪಮುಖ್ಯಮಂತ್ರಿ ಡಿ.ಕೆ.ಶಿವಕುಮಾರ್ ರಾಜೀನಾಮೆ ನೀಡಬೇಕೆಂದು ಒತ್ತಾಯಿಸಿ ಬಿಜೆಪಿ ಕಾರ್ಯಕರ್ತರು ಪ್ರತಿಭಟನೆ ನಡೆಸಿದರು. <box>269 1457 560 1528</box>
registration-dot <box>274 2454 283 2463</box>
registration-dot <box>552 33 562 42</box>
registration-dot <box>416 33 425 42</box>
kannada-body-cont-5: ಕನ್ನಡ ಸಾಹಿತ್ಯ ಪರಿಷತ್ತಿನ ಕಾರ್ಯಚಟುವಟಿಕೆಗಳ ಕುರಿತು ಕನ್ನಡ ಅಭಿವೃದ್ಧಿ ಪ್ರಾಧಿಕಾರದ ಮಾಜಿ ಅಧ್ಯಕ್ಷ ಎಸ್.ಜಿ.ಸಿದ್ದರಾಮಯ್ಯ ಅವರು ನೀಡಿರುವ ಹೇಳಿಕೆ ಖಂಡನೀಯ ಎಂದು ಜಿಲ್ಲಾ ಕಸಾಪ ಅಧ್ಯಕ್ಷ ನಿಷ್ಠಿರುದ್ರಪ್ಪ ತಿಳಿಸಿದರು. ಮಂಡ್ಯದಲ್ಲಿ ನಡೆದ 87ನೇ ಅಖಿಲ ಭಾರತ ಕನ್ನಡ ಸಾಹಿತ್ಯ ಸಮ್ಮೇಳನಕ್ಕೆ ಸರ್ಕಾರ ಬಿಡುಗಡೆ ಮಾಡಿದ ಅನುದಾನದ ಲೆಕ್ಕಪತ್ರ ಸಂಪೂರ್ಣ ಪಾರದರ್ಶಕವಾಗಿದೆ ಎಂದು ಹೇಳಿದರು. <box>730 1896 957 1996</box>
registration-dot <box>457 33 466 42</box>
helmet-dateline: ಬಳ್ಳಾರಿ,ಜೂ.16: <box>30 177 99 191</box>
registration-dot <box>23 33 30 42</box>
dairy-col-2 <box>420 598 802 670</box>
registration-dot <box>1315 33 1324 42</box>
registration-dot <box>866 33 875 42</box>
registration-dot <box>185 33 194 42</box>
registration-dot <box>1165 33 1174 42</box>
registration-dot <box>907 33 916 42</box>
registration-dot <box>1084 33 1093 42</box>
helmet-body: ನಗರದಲ್ಲಿ ಹೆಲ್ಮೆಟ್ ಕಡ್ಡಾಯದಿಂದ ದ್ವಿಚಕ್ರ ವಾಹನ ಸವಾರರ ಹೆಲ್ಮೆಟ್ ಧರಿಸದೆ ಸಂಚರಿಸುವುದು ಬಹಳ ಕಷ್ಟವಾಗುತ್ತಿದೆ. ಓವರ್ ಸ್ಪೀಡ್, ಒಂದು ವೇಳೆ ಹೆಲ್ಮೆಟ್ ಧರಿಸದಿದ್ದ ಕೂಡಲು ಉಡುಗಿಟ್ಟಿಯುವ ಘಟನೆ ನಡೆಯುತ್ತಿದೆ. ಜನರ ಜೀವ ರಕ್ಷಣೆಗೆ ಆದ್ಯತೆ ನೀಡಬೇಕಾಗಿದೆ. ನಗರದ ಸುತ್ತಮುತ್ತ ಜೆ ಎಸ್ ಡಬ್ಲ್ಯೂ ಸರ್ಕಲ್ ಇದೆ ಧಿಯರಿನಲ್ಲಿ ಹೆಲ್ಮೆಟ್ ಕಡ್ಡಾಯ ಹೊರಡಿಸಿರುವ ಆದೇಶ ಬೀರುತ್ತಿದೆ. ನಗರ ಪಾಲಿಕೆ ಆಯುಕ್ತರಿಗೆ ಮನವಿ ಪತ್ರ ಸಲ್ಲಿಸಿದರು. <box>30 177 257 291</box>
imprint-line-2: Publication: SHREE SHAILA PRINTERS, opp.Eranna Gudi Road,Eslampura,Gangavathi - 581227. Koppal Dist.Karnataka. <box>110 2421 1094 2439</box>
bjp-dateline: ಸಿರುಗುಪ್ಪ,ಜೂ.16: <box>30 1264 108 1278</box>
registration-dot <box>1282 2454 1291 2463</box>
dairy-byline: ಸುವರ್ಣವಾಹಿನಿ ಸುದ್ದಿ <box>30 598 109 612</box>
yoga-byline: ಸುವರ್ಣವಾಹಿನಿ ಸುದ್ದಿ <box>409 955 487 969</box>
page-number: 04 <box>1408 54 1451 98</box>
registration-dot <box>1091 2454 1100 2463</box>
registration-dot <box>887 2454 896 2463</box>
missing-col-3 <box>624 1699 863 1820</box>
registration-dot <box>1105 2454 1114 2463</box>
kannada-col-4 <box>730 1896 957 2380</box>
registration-dot <box>1438 33 1447 42</box>
registration-dot <box>484 33 493 42</box>
kannada-body-cont-7: ಕನ್ನಡ ಸಾಹಿತ್ಯ ಪರಿಷತ್ತಿನ ಕಾರ್ಯಚಟುವಟಿಕೆಗಳ ಕುರಿತು ಕನ್ನಡ ಅಭಿವೃದ್ಧಿ ಪ್ರಾಧಿಕಾರದ ಮಾಜಿ ಅಧ್ಯಕ್ಷ ಎಸ್.ಜಿ.ಸಿದ್ದರಾಮಯ್ಯ ಅವರು ನೀಡಿರುವ ಹೇಳಿಕೆ ಖಂಡನೀಯ ಎಂದು ಜಿಲ್ಲಾ ಕಸಾಪ ಅಧ್ಯಕ್ಷ ನಿಷ್ಠಿರುದ್ರಪ್ಪ ತಿಳಿಸಿದರು. ಮಂಡ್ಯದಲ್ಲಿ ನಡೆದ 87ನೇ ಅಖಿಲ ಭಾರತ ಕನ್ನಡ ಸಾಹಿತ್ಯ ಸಮ್ಮೇಳನಕ್ಕೆ ಸರ್ಕಾರ ಬಿಡುಗಡೆ ಮಾಡಿದ ಅನುದಾನದ ಲೆಕ್ಕಪತ್ರ ಸಂಪೂರ್ಣ ಪಾರದರ್ಶಕವಾಗಿದೆ ಎಂದು ಹೇಳಿದರು. <box>969 1896 1196 1996</box>
registration-dot <box>1377 2454 1386 2463</box>
registration-dot <box>811 33 820 42</box>
registration-dot <box>1329 33 1338 42</box>
registration-dot <box>757 33 766 42</box>
missing-col-2 <box>269 1699 496 1820</box>
registration-dot <box>124 2454 133 2463</box>
congress-byline: ಸುವರ್ಣವಾಹಿನಿ ಸುದ್ದಿ <box>30 734 109 748</box>
helmet-byline: ಸುವರ್ಣವಾಹಿನಿ ಸುದ್ದಿ <box>30 163 109 176</box>
bjp-body-cont: ನಗರದಲ್ಲಿ ಇದೆ ತಿಂಗಳು 3 ನೇ ತಾರೀಕಿನಂದು ಐಪಿಎಲ್ ಫೈನಲ್ ಪಂದ್ಯಾವಳಿಯಲ್ಲಿ ರಾಯಲ್ ಚಾಲೆಂಜರ್ಸ್ ಬೆಂಗಳೂರು ಗೆಲುವಿನ ಸಂಭ್ರಮಾಚರಣೆ ವೇಳೆ ಕಾಲ್ತುಳಿತದಿಂದ ಮೃತಪಟ್ಟ ಘಟನೆಗೆ ನೈತಿಕ ಹೊಣೆ ಹೊತ್ತು ಮುಖ್ಯಮಂತ್ರಿ ಸಿದ್ದರಾಮಯ್ಯ ಮತ್ತು ಉಪಮುಖ್ಯಮಂತ್ರಿ ಡಿ.ಕೆ.ಶಿವಕುಮಾರ್ ರಾಜೀನಾಮೆ ನೀಡಬೇಕೆಂದು ಒತ್ತಾಯಿಸಿ ಬಿಜೆಪಿ ಕಾರ್ಯಕರ್ತರು ಪ್ರತಿಭಟನೆ ನಡೆಸಿದರು. <box>30 1350 257 1465</box>
registration-dot <box>369 2454 378 2463</box>
mobile-headline: ಕಳುವಾದ ಬೆಲೆ ಬಾಳುವ ಮೊಬೈಲ್ ವಾರಸುದಾರರಿಗೆ ಒಪ್ಪಿಸಿದ ಪಿಎಸ್ಐ ಕಾಳಿಂಗ <box>938 102 1453 178</box>
registration-dot <box>642 2454 651 2463</box>
registration-dot <box>1350 2454 1359 2463</box>
yoga-body: ಆಯುಷ್ ಇಲಾಖೆ, ಜಿಲ್ಲಾ ಪಂಚಾಯತ್, ಜಿಲ್ಲಾ ಆಯುಷ್ ಇಲಾಖೆ ವತಿಯಿಂದ 11ನೇ ಅಂತರಾಷ್ಟ್ರೀಯ ಯೋಗ ದಿನಾಚರಣೆ ಅಂಗವಾಗಿ ಜೂ.20 ರಂದು ಬೆಳಿಗ್ಗೆ 08 ಗಂಟೆಗೆ ನಗರದ ಕನಕದುರ್ಗಮ್ಮ ದೇವಸ್ಥಾನದಿಂದ ಯೋಗ ಜಾಥಾ ಹಮ್ಮಿಕೊಳ್ಳಲಾಗಿದೆ ಎಂದು ಜಿಲ್ಲಾ ಆಯುಷ್ ಅಧಿಕಾರಿಗಳು ತಿಳಿಸಿದ್ದಾರೆ. <box>409 970 802 1012</box>
registration-dot <box>83 2454 92 2463</box>
registration-dot <box>901 2454 910 2463</box>
health-headline: ಉಚಿತ ಆರೋಗ್ಯ ತಪಾಸಣೆ ಶಿಬಿರ <box>870 1188 1453 1234</box>
registration-dot <box>784 33 793 42</box>
bjp-col-3 <box>571 1457 863 1658</box>
registration-dot <box>1220 33 1229 42</box>
registration-dot <box>315 2454 324 2463</box>
registration-dot <box>723 2454 733 2463</box>
registration-dot <box>42 2454 51 2463</box>
helmet-col-1 <box>30 163 257 344</box>
mobile-body: ಕಾಲುನಿನ ಮೋಕ ಪೊಲೀಸ್ ಠಾಣೆಯ ಅಧಿಕಾರಿಗಳ ಎ.ಕಾಳಿಂಗ ಮತ್ತು ಪೊಲೀಸ್ ಕಾನ್ಸ್ಟೆಬಲ್ ಪ್ರಕಾಶ್ ಅವರು ಮತ್ತು ಅವರ ಸಿಬ್ಬಂದಿಗಳು ಸೇರಿ ಕಳುವಾದ ಮೊಬೈಲ್‌ಗಳನ್ನು ಪತ್ತೆ ಹಚ್ಚಿ ವಾರಸುದಾರರಿಗೆ ಒಪ್ಪಿಸಿದರು. ಸಾರ್ವಜನಿಕರು ಮೊಬೈಲ್ ಕಳೆದುಕೊಂಡಲ್ಲಿ ಕೂಡಲೇ ಪೊಲೀಸ್ ಠಾಣೆಗೆ ದೂರು ನೀಡಬೇಕು ಎಂದು ತಿಳಿಸಿದರು. <box>938 200 1188 285</box>
registration-dot <box>1261 33 1270 42</box>
kannada-body-cont-3: ಕನ್ನಡ ಸಾಹಿತ್ಯ ಪರಿಷತ್ತಿನ ಕಾರ್ಯಚಟುವಟಿಕೆಗಳ ಕುರಿತು ಕನ್ನಡ ಅಭಿವೃದ್ಧಿ ಪ್ರಾಧಿಕಾರದ ಮಾಜಿ ಅಧ್ಯಕ್ಷ ಎಸ್.ಜಿ.ಸಿದ್ದರಾಮಯ್ಯ ಅವರು ನೀಡಿರುವ ಹೇಳಿಕೆ ಖಂಡನೀಯ ಎಂದು ಜಿಲ್ಲಾ ಕಸಾಪ ಅಧ್ಯಕ್ಷ ನಿಷ್ಠಿರುದ್ರಪ್ಪ ತಿಳಿಸಿದರು. ಮಂಡ್ಯದಲ್ಲಿ ನಡೆದ 87ನೇ ಅಖಿಲ ಭಾರತ ಕನ್ನಡ ಸಾಹಿತ್ಯ ಸಮ್ಮೇಳನಕ್ಕೆ ಸರ್ಕಾರ ಬಿಡುಗಡೆ ಮಾಡಿದ ಅನುದಾನದ ಲೆಕ್ಕಪತ್ರ ಸಂಪೂರ್ಣ ಪಾರದರ್ಶಕವಾಗಿದೆ ಎಂದು ಹೇಳಿದರು. <box>261 1982 481 2097</box>
helmet-body-cont-2: ನಗರದಲ್ಲಿ ಹೆಲ್ಮೆಟ್ ಕಡ್ಡಾಯದಿಂದ ದ್ವಿಚಕ್ರ ವಾಹನ ಸವಾರರ ಹೆಲ್ಮೆಟ್ ಧರಿಸದೆ ಸಂಚರಿಸುವುದು ಬಹಳ ಕಷ್ಟವಾಗುತ್ತಿದೆ. ಓವರ್ ಸ್ಪೀಡ್, ಒಂದು ವೇಳೆ ಹೆಲ್ಮೆಟ್ ಧರಿಸದಿದ್ದ ಕೂಡಲು ಉಡುಗಿಟ್ಟಿಯುವ ಘಟನೆ ನಡೆಯುತ್ತಿದೆ. ಜನರ ಜೀವ ರಕ್ಷಣೆಗೆ ಆದ್ಯತೆ ನೀಡಬೇಕಾಗಿದೆ. ನಗರದ ಸುತ್ತಮುತ್ತ ಜೆ ಎಸ್ ಡಬ್ಲ್ಯೂ ಸರ್ಕಲ್ ಇದೆ ಧಿಯರಿನಲ್ಲಿ ಹೆಲ್ಮೆಟ್ ಕಡ್ಡಾಯ ಹೊರಡಿಸಿರುವ ಆದೇಶ ಬೀರುತ್ತಿದೆ. ನಗರ ಪಾಲಿಕೆ ಆಯುಕ್ತರಿಗೆ ಮನವಿ ಪತ್ರ ಸಲ್ಲಿಸಿದರು. <box>30 352 257 466</box>
missing-dateline: ಬಳ್ಳಾರಿ,ಜೂ.16: <box>30 1714 99 1727</box>
registration-dot <box>89 33 98 42</box>
registration-dot <box>737 2454 746 2463</box>
dairy-body-cont-2: 2025-26 ನೇ ಸಾಲಿನ ಗಣಿ ಬಾಧಿತ ಪ್ರದೇಶಗಳ ಪುನಶ್ಚೇತನ ಯೋಜನೆಯಡಿ ಹೈನುರಾಸು ಘಟಕ ಮತ್ತು 2 ಹೆಚ್.ಪಿ ಸಾಮರ್ಥ್ಯದ ಮೇವು ಕತ್ತರಿಸುವ ಯಂತ್ರ ಸೌಲಭ್ಯ ಪಡೆಯಲು ಅರ್ಜಿ ಆಹ್ವಾನಿಸಲಾಗಿದೆ. ಅರ್ಹ ಫಲಾನುಭವಿಗಳು ಅಗತ್ಯ ದಾಖಲೆಗಳೊಂದಿಗೆ ಅರ್ಜಿ ಸಲ್ಲಿಸಬಹುದು ಎಂದು ಪಶುಪಾಲನಾ ಇಲಾಖೆಯ ಉಪ ನಿರ್ದೇಶಕರು ತಿಳಿಸಿದ್ದಾರೆ. <box>420 674 802 730</box>
school-event-photo <box>870 1582 1294 1820</box>
mobile-handover-photo <box>938 382 1453 534</box>
folk-col-2 <box>814 870 1010 1173</box>
masthead-left: ಸುವರ್ಣ <box>621 45 716 86</box>
registration-dot <box>1050 2454 1059 2463</box>
congress-col-1 <box>30 734 272 1173</box>
registration-dot <box>280 33 289 42</box>
registration-dot <box>56 2454 65 2463</box>
registration-dot <box>1029 33 1038 42</box>
registration-dot <box>151 2454 160 2463</box>
registration-dot <box>710 2454 719 2463</box>
health-camp-photo <box>1044 1241 1453 1431</box>
registration-dot <box>138 2454 147 2463</box>
mobile-dateline: ಬಳ್ಳಾರಿ,ಜೂ.16: <box>938 200 1007 213</box>
